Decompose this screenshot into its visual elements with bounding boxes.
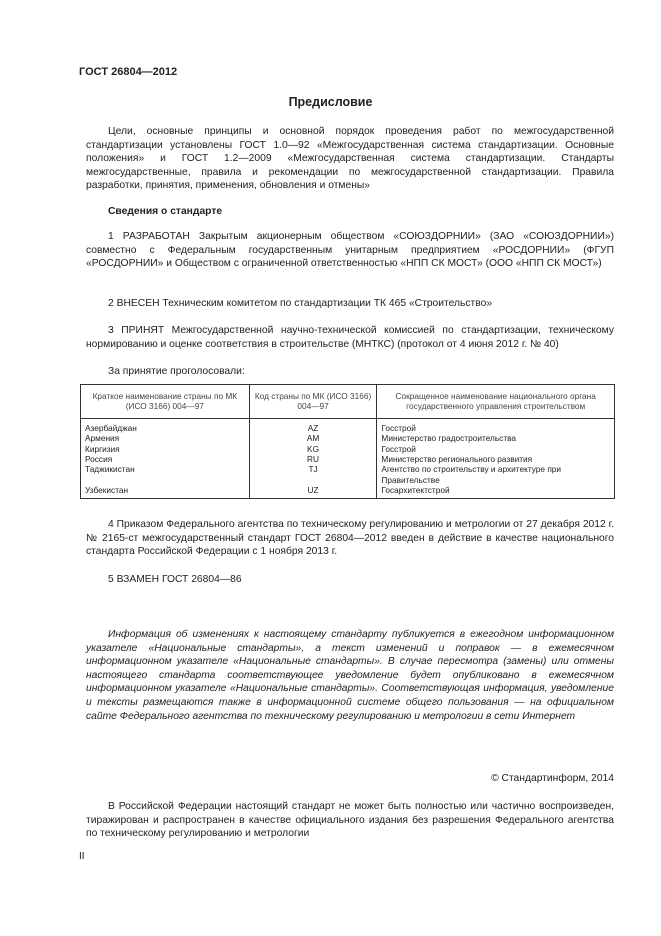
code-cell: RU bbox=[249, 454, 377, 464]
country-cell: Россия bbox=[81, 454, 250, 464]
code-cell: AZ bbox=[249, 418, 377, 433]
document-header: ГОСТ 26804—2012 bbox=[79, 66, 178, 78]
code-cell: AM bbox=[249, 433, 377, 443]
item-2-paragraph: 2 ВНЕСЕН Техническим комитетом по стандартизации ТК 465 «Строительство» bbox=[108, 298, 493, 309]
table-row bbox=[81, 444, 615, 454]
table-row bbox=[81, 464, 615, 485]
table-row bbox=[81, 433, 615, 443]
changes-info-paragraph: Информация об изменениях к настоящему стандарту публикуется в ежегодном информационном указателе «Национальные стандарты», а текст изменений и поправок — в ежемесячном информационном указателе «Национальные стандарты». В случае пересмотра (замены) или отмены настоящего стандарта соответствующее уведомление будет опубликовано в ежемесячном информационном указателе «Национальные стандарты». Соответствующая информация, уведомление и тексты размещаются также в информационной системе общего пользования — на официальном сайте Федерального агентства по техническому регулированию и метрологии в сети Интернет bbox=[86, 629, 614, 722]
vote-label: За принятие проголосовали: bbox=[108, 366, 245, 377]
table-row bbox=[81, 454, 615, 464]
country-cell: Азербайджан bbox=[81, 418, 250, 433]
item-5-paragraph: 5 ВЗАМЕН ГОСТ 26804—86 bbox=[108, 574, 242, 585]
column-header-country: Краткое наименование страны по МК (ИСО 3166) 004—97 bbox=[81, 385, 250, 419]
code-cell: KG bbox=[249, 444, 377, 454]
authority-cell: Министерство градостроительства bbox=[377, 433, 615, 443]
country-cell: Таджикистан bbox=[81, 464, 250, 485]
item-3-paragraph: 3 ПРИНЯТ Межгосударственной научно-технической комиссией по стандартизации, техническому нормированию и оценке соответствия в строительстве (МНТКС) (протокол от 4 июня 2012 г. № 40) bbox=[86, 325, 614, 350]
intro-paragraph: Цели, основные принципы и основной порядок проведения работ по межгосударственной стандартизации установлены ГОСТ 1.0—92 «Межгосударственная система стандартизации. Основные положения» и ГОСТ 1.2—2009 «Межгосударственная система стандартизации. Стандарты межгосударственные, правила и рекомендации по межгосударственной стандартизации. Правила разработки, принятия, применения, обновления и отмены» bbox=[86, 126, 614, 192]
rights-paragraph: В Российской Федерации настоящий стандарт не может быть полностью или частично воспроизведен, тиражирован и распространен в качестве официального издания без разрешения Федерального агентства по техническому регулированию и метрологии bbox=[86, 801, 614, 840]
code-cell: UZ bbox=[249, 485, 377, 498]
authority-cell: Госархитектстрой bbox=[377, 485, 615, 498]
country-cell: Узбекистан bbox=[81, 485, 250, 498]
table-row bbox=[81, 485, 615, 498]
authority-cell: Агентство по строительству и архитектуре при Правительстве bbox=[377, 464, 615, 485]
authority-cell: Госстрой bbox=[377, 444, 615, 454]
section-subtitle: Сведения о стандарте bbox=[108, 206, 223, 217]
country-cell: Киргизия bbox=[81, 444, 250, 454]
table-header-row bbox=[81, 385, 615, 419]
countries-table bbox=[80, 384, 615, 499]
column-header-authority: Сокращенное наименование национального органа государственного управления строительством bbox=[377, 385, 615, 419]
table-row bbox=[81, 418, 615, 433]
column-header-code: Код страны по МК (ИСО 3166) 004—97 bbox=[249, 385, 377, 419]
country-cell: Армения bbox=[81, 433, 250, 443]
item-4-paragraph: 4 Приказом Федерального агентства по техническому регулированию и метрологии от 27 декабря 2012 г. № 2165-ст межгосударственный стандарт ГОСТ 26804—2012 введен в действие в качестве национального стандарта Российской Федерации с 1 ноября 2013 г. bbox=[86, 519, 614, 558]
page-title: Предисловие bbox=[288, 95, 373, 109]
authority-cell: Министерство регионального развития bbox=[377, 454, 615, 464]
copyright-notice: © Стандартинформ, 2014 bbox=[491, 773, 614, 784]
item-1-paragraph: 1 РАЗРАБОТАН Закрытым акционерным обществом «СОЮЗДОРНИИ» (ЗАО «СОЮЗДОРНИИ») совместно с Федеральным государственным унитарным предприятием «РОСДОРНИИ» (ФГУП «РОСДОРНИИ» и Обществом с ограниченной ответственностью «НПП СК МОСТ» (ООО «НПП СК МОСТ») bbox=[86, 231, 614, 270]
code-cell: TJ bbox=[249, 464, 377, 485]
authority-cell: Госстрой bbox=[377, 418, 615, 433]
page-number: II bbox=[79, 851, 85, 862]
